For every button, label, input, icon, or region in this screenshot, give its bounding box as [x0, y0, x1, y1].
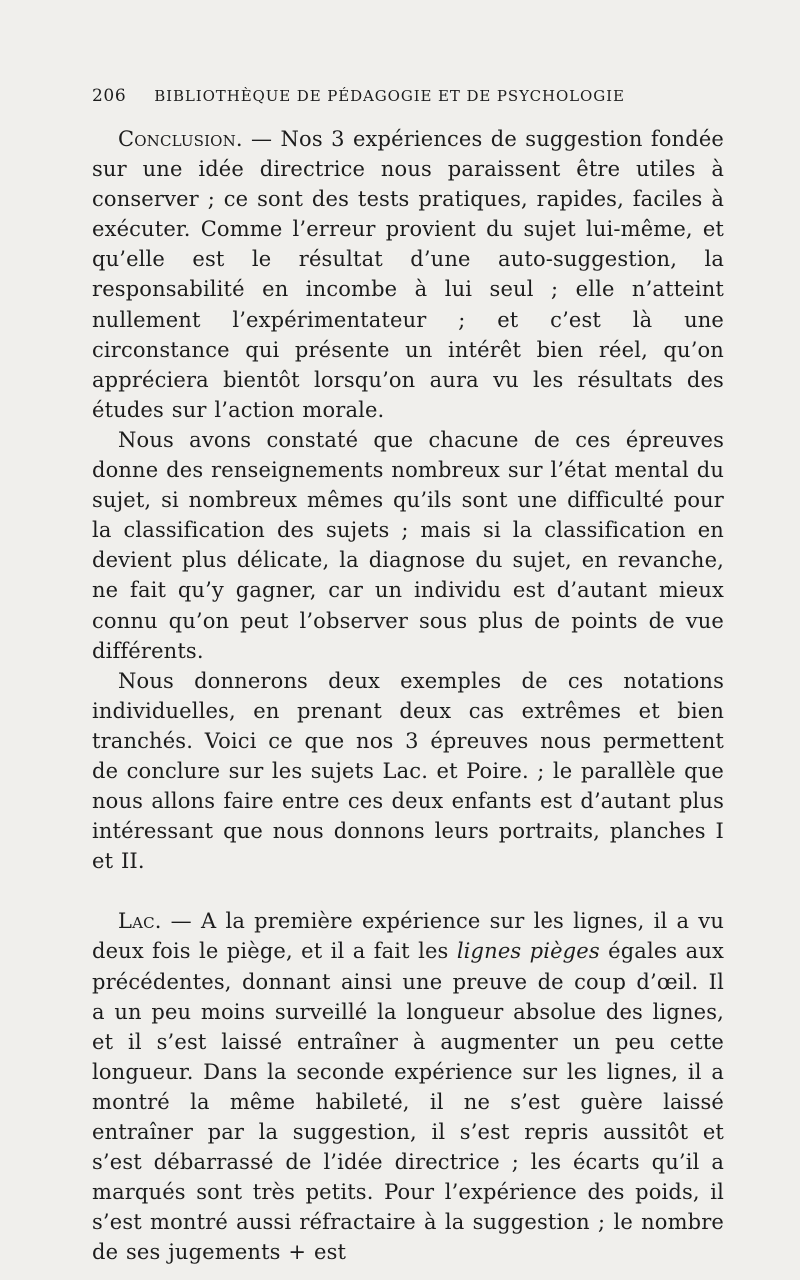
paragraph-exemples: [92, 666, 724, 877]
running-header: [92, 86, 724, 110]
lac-text-before-italic: — A la première expérience sur les lignes, il a vu deux fois le piège, et il a fait les: [92, 909, 724, 964]
epreuves-text: Nous avons constaté que chacune de ces épreuves donne des renseignements nombreux sur l’état mental du sujet, si nombreux mêmes qu’ils sont une difficulté pour la classification des sujets ; mais si la classification en devient plus délicate, la diagnose du sujet, en revanche, ne fait qu’y gagner, car un individu est d’autant mieux connu qu’on peut l’observer sous plus de points de vue différents.: [92, 427, 724, 663]
paragraph-epreuves: [92, 425, 724, 666]
paragraph-conclusion: [92, 124, 724, 425]
lac-italic-term: lignes pièges: [456, 939, 600, 964]
lac-text-after-italic: égales aux précédentes, donnant ainsi une preuve de coup d’œil. Il a un peu moins surveillé la longueur absolue des lignes, et il s’est laissé entraîner à augmenter un peu cette longueur. Dans la seconde expérience sur les lignes, il a montré la même habileté, il ne s’est guère laissé entraîner par la suggestion, il s’est repris aussitôt et s’est débarrassé de l’idée directrice ; les écarts qu’il a marqués sont très petits. Pour l’expérience des poids, il s’est montré aussi réfractaire à la suggestion ; le nombre de ses jugements + est: [92, 939, 725, 1265]
lac-lead: Lac.: [118, 909, 162, 934]
conclusion-lead: Conclusion.: [118, 127, 243, 151]
book-page: [92, 86, 724, 1267]
page-number: 206: [92, 86, 127, 106]
paragraph-lac: [92, 906, 724, 1267]
exemples-text: Nous donnerons deux exemples de ces notations individuelles, en prenant deux cas extrêmes et bien tranchés. Voici ce que nos 3 épreuves nous permettent de conclure sur les sujets Lac. et Poire. ; le parallèle que nous allons faire entre ces deux enfants est d’autant plus intéressant que nous donnons leurs portraits, planches I et II.: [92, 668, 724, 874]
running-header-title: BIBLIOTHÈQUE DE PÉDAGOGIE ET DE PSYCHOLOGIE: [154, 87, 625, 105]
section-gap: [92, 876, 724, 906]
conclusion-text: — Nos 3 expériences de suggestion fondée sur une idée directrice nous paraissent être utiles à conserver ; ce sont des tests pratiques, rapides, faciles à exécuter. Comme l’erreur provient du sujet lui-même, et qu’elle est le résultat d’une auto-suggestion, la responsabilité en incombe à lui seul ; elle n’atteint nullement l’expérimentateur ; et c’est là une circonstance qui présente un intérêt bien réel, qu’on appréciera bientôt lorsqu’on aura vu les résultats des études sur l’action morale.: [92, 127, 724, 422]
